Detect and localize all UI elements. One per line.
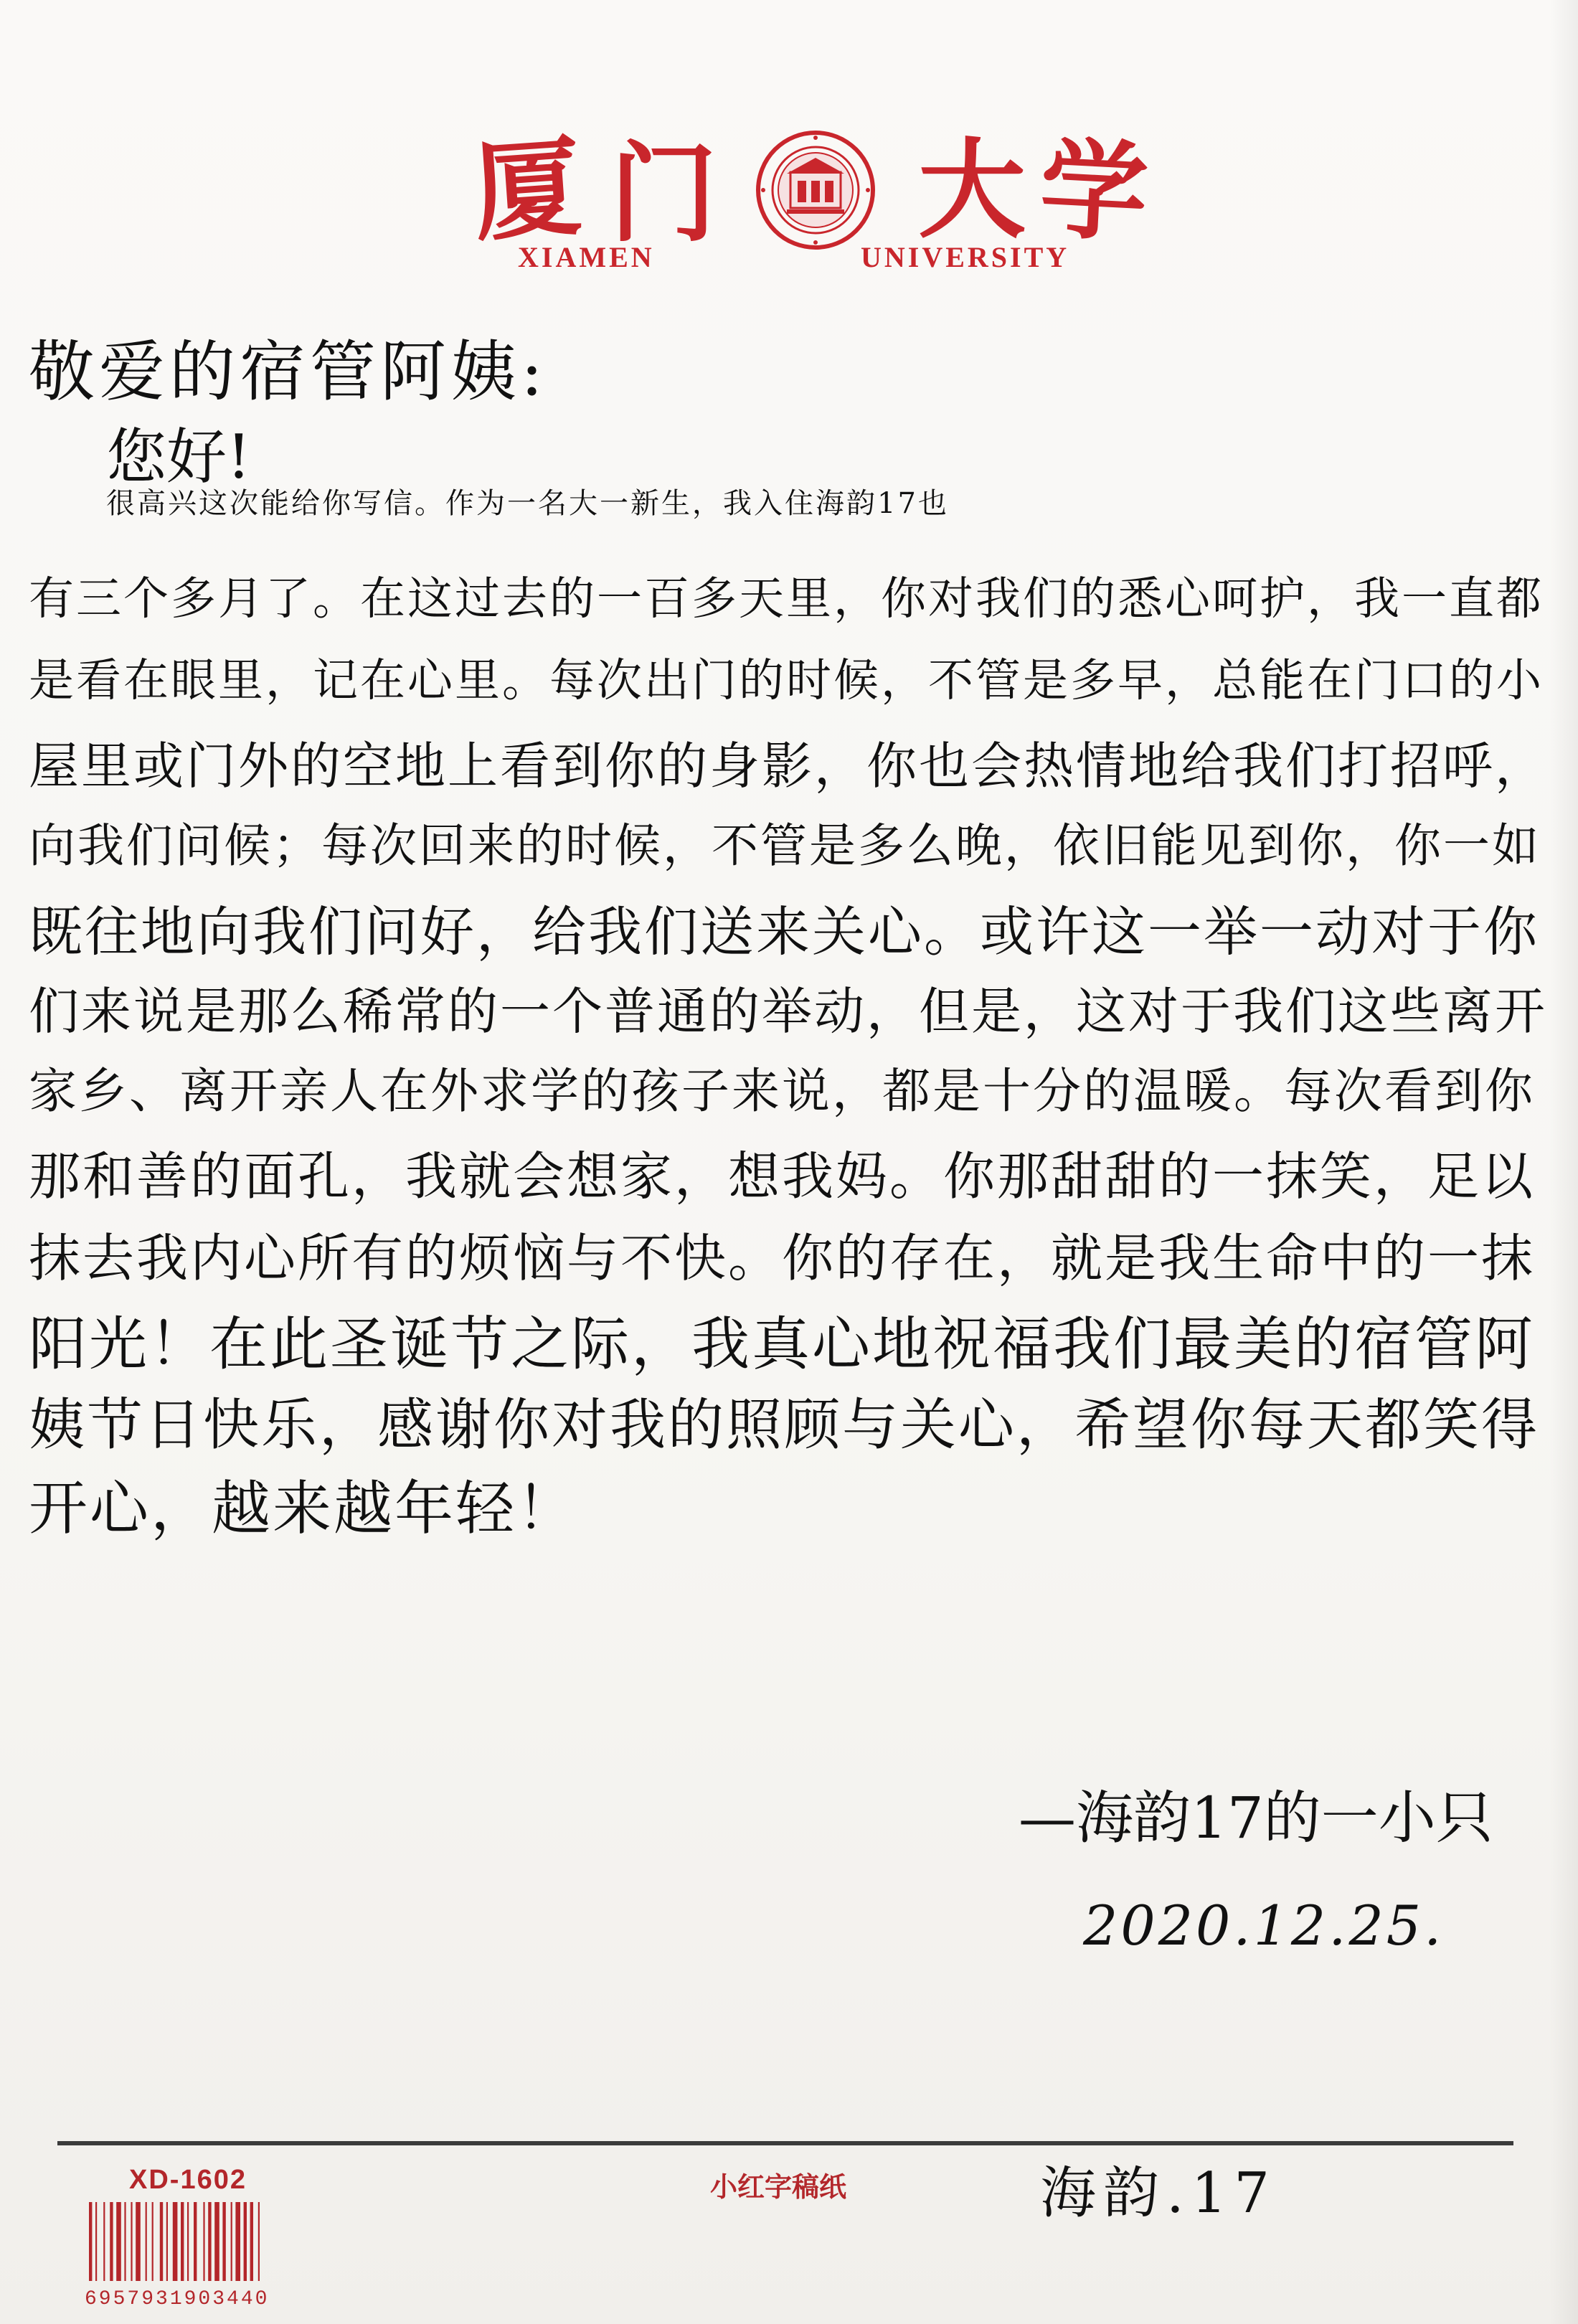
footer-divider <box>57 2141 1513 2145</box>
paper-code: XD-1602 <box>129 2165 247 2195</box>
letter-line: 是看在眼里，记在心里。每次出门的时候，不管是多早，总能在门口的小 <box>29 654 1544 707</box>
letter-line: 阳光！在此圣诞节之际，我真心地祝福我们最美的宿管阿 <box>29 1311 1536 1379</box>
barcode-icon <box>86 2202 344 2295</box>
university-seal-icon <box>755 129 877 251</box>
letter-line: 很高兴这次能给你写信。作为一名大一新生，我入住海韵17也 <box>106 487 949 520</box>
letterhead-en-university: UNIVERSITY <box>861 241 1070 273</box>
barcode-number: 6957931903440 <box>85 2288 270 2310</box>
letter-greeting: 敬爱的宿管阿姨: <box>29 334 547 410</box>
letter-line: 向我们问候；每次回来的时候，不管是多么晚，依旧能见到你，你一如 <box>29 819 1541 873</box>
letter-line: 开心，越来越年轻！ <box>29 1475 578 1543</box>
letterhead-char-2: 门 <box>610 131 718 257</box>
letter-signature: —海韵17的一小只 <box>1019 1785 1493 1851</box>
letterhead-char-4: 学 <box>1036 126 1151 258</box>
letter-hello: 您好! <box>106 422 251 492</box>
paper-type-label: 小红字稿纸 <box>710 2171 847 2203</box>
dorm-handwritten-label: 海韵.17 <box>1040 2161 1277 2226</box>
letter-line: 有三个多月了。在这过去的一百多天里，你对我们的悉心呵护，我一直都 <box>29 572 1544 625</box>
letter-date: 2020.12.25. <box>1083 1894 1445 1957</box>
letter-line: 家乡、离开亲人在外求学的孩子来说，都是十分的温暖。每次看到你 <box>29 1063 1535 1119</box>
letter-line: 那和善的面孔，我就会想家，想我妈。你那甜甜的一抹笑，足以 <box>29 1146 1536 1206</box>
letterhead-en-xiamen: XIAMEN <box>518 241 655 273</box>
letterhead <box>0 108 1578 294</box>
letter-line: 抹去我内心所有的烦恼与不快。你的存在，就是我生命中的一抹 <box>29 1228 1536 1288</box>
letterhead-char-1: 厦 <box>469 123 585 258</box>
letterhead-char-3: 大 <box>918 127 1026 253</box>
page-edge-shadow <box>1549 0 1578 2324</box>
letter-line: 既往地向我们问好，给我们送来关心。或许这一举一动对于你 <box>29 900 1540 963</box>
letter-line: 姨节日快乐，感谢你对我的照顾与关心，希望你每天都笑得 <box>29 1393 1540 1458</box>
letter-line: 们来说是那么稀常的一个普通的举动，但是，这对于我们这些离开 <box>29 982 1547 1041</box>
letter-line: 屋里或门外的空地上看到你的身影，你也会热情地给我们打招呼， <box>29 737 1547 795</box>
